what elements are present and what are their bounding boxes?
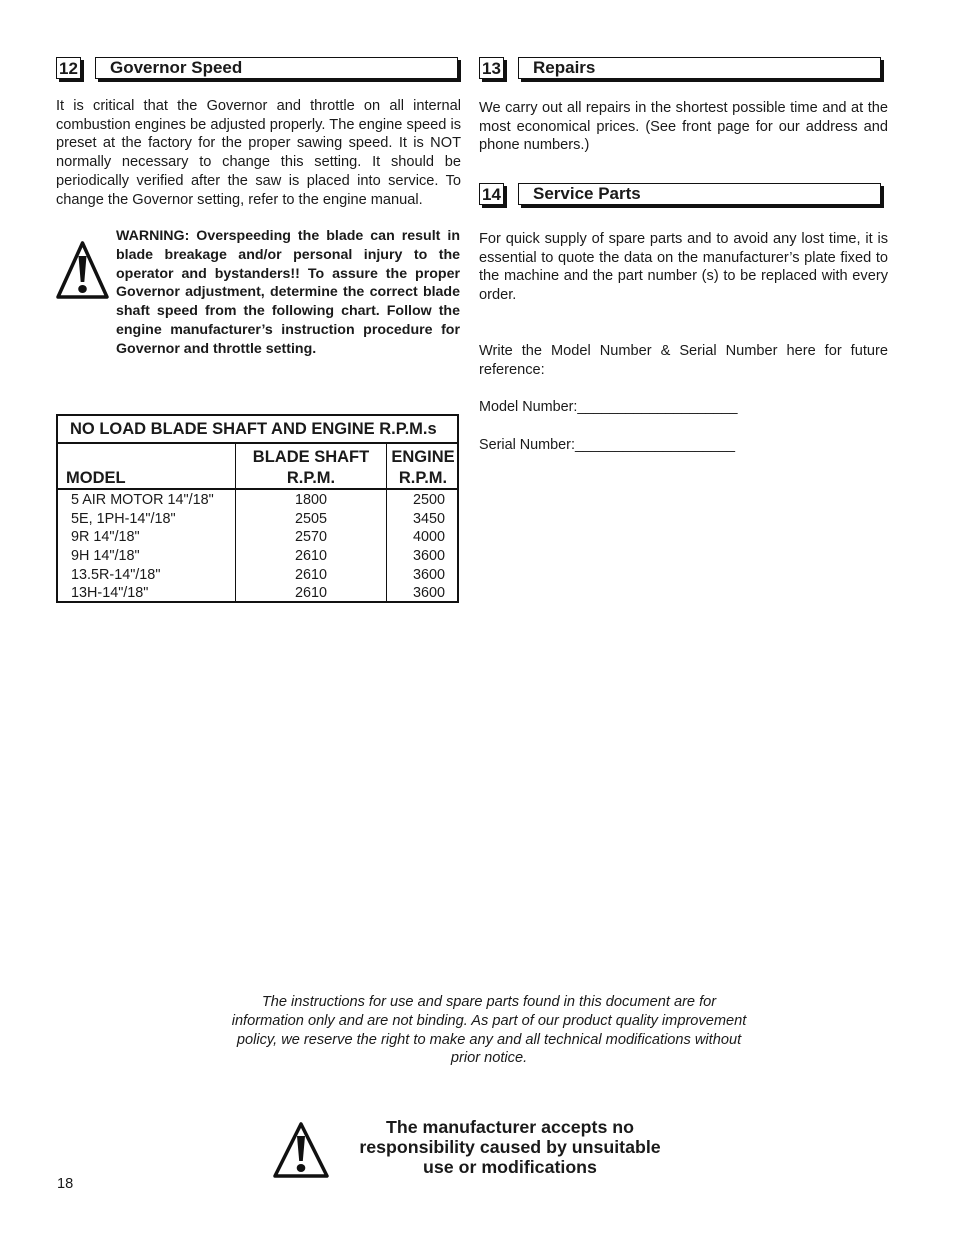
section-13-number: 13 <box>479 57 504 79</box>
rpm-table <box>56 414 459 603</box>
serial-number-field: Serial Number:____________________ <box>479 437 736 453</box>
table-cell-model: 5E, 1PH-14"/18" <box>71 511 176 527</box>
table-cell-blade-rpm: 2570 <box>294 529 327 545</box>
table-cell-model: 9R 14"/18" <box>71 529 140 545</box>
responsibility-notice: The manufacturer accepts no responsibility caused by unsuitable use or modifications <box>359 1117 661 1177</box>
table-cell-model: 13H-14"/18" <box>71 585 149 601</box>
section-14-title: Service Parts <box>518 183 881 205</box>
header-engine-line2: R.P.M. <box>398 469 448 487</box>
header-blade-line1: BLADE SHAFT <box>252 448 370 466</box>
header-blade-line2: R.P.M. <box>286 469 336 487</box>
service-parts-paragraph: For quick supply of spare parts and to avoid any lost time, it is essential to quote the data on the manufacturer’s plate fixed to the machine and the part number (s) to be replaced with every order. <box>479 231 888 304</box>
table-cell-blade-rpm: 1800 <box>294 492 327 508</box>
warning-triangle-icon <box>273 1121 329 1179</box>
table-cell-engine-rpm: 3600 <box>412 585 445 601</box>
write-numbers-paragraph: Write the Model Number & Serial Number here for future reference: <box>479 343 888 378</box>
warning-text: WARNING: Overspeeding the blade can result in blade breakage and/or personal injury to the operator and bystanders!! To assure the proper Governor adjustment, determine the correct blade shaft speed from the following chart. Follow the engine manufacturer’s instruction procedure for Governor and throttle setting. <box>116 228 460 357</box>
table-cell-model: 5 AIR MOTOR 14"/18" <box>71 492 214 508</box>
table-cell-blade-rpm: 2610 <box>294 567 327 583</box>
section-14-number: 14 <box>479 183 504 205</box>
table-cell-engine-rpm: 2500 <box>412 492 445 508</box>
table-cell-engine-rpm: 4000 <box>412 529 445 545</box>
model-number-field: Model Number:____________________ <box>479 399 738 415</box>
table-cell-blade-rpm: 2610 <box>294 548 327 564</box>
warning-triangle-icon <box>56 240 109 300</box>
table-cell-engine-rpm: 3600 <box>412 567 445 583</box>
header-engine-line1: ENGINE <box>391 448 455 466</box>
table-cell-blade-rpm: 2505 <box>294 511 327 527</box>
table-cell-blade-rpm: 2610 <box>294 585 327 601</box>
table-cell-model: 13.5R-14"/18" <box>71 567 161 583</box>
header-model: MODEL <box>66 469 126 487</box>
governor-paragraph: It is critical that the Governor and throttle on all internal combustion engines be adjusted properly. The engine speed is preset at the factory for the proper sawing speed. It is NOT normally necessary to change this setting. It should be periodically verified after the saw is placed into service. To change the Governor setting, refer to the engine manual. <box>56 98 461 208</box>
section-12-title: Governor Speed <box>95 57 458 79</box>
table-cell-model: 9H 14"/18" <box>71 548 140 564</box>
section-12-number: 12 <box>56 57 81 79</box>
page-number: 18 <box>57 1176 74 1192</box>
rpm-table-title: NO LOAD BLADE SHAFT AND ENGINE R.P.M.s <box>58 416 457 444</box>
table-cell-engine-rpm: 3450 <box>412 511 445 527</box>
section-13-title: Repairs <box>518 57 881 79</box>
table-cell-engine-rpm: 3600 <box>412 548 445 564</box>
disclaimer-text: The instructions for use and spare parts found in this document are for information only and are not binding. As part of our product quality improvement policy, we reserve the right to make any and all technical modifications without prior notice. <box>231 994 747 1067</box>
repairs-paragraph: We carry out all repairs in the shortest possible time and at the most economical prices. (See front page for our address and phone numbers.) <box>479 100 888 154</box>
